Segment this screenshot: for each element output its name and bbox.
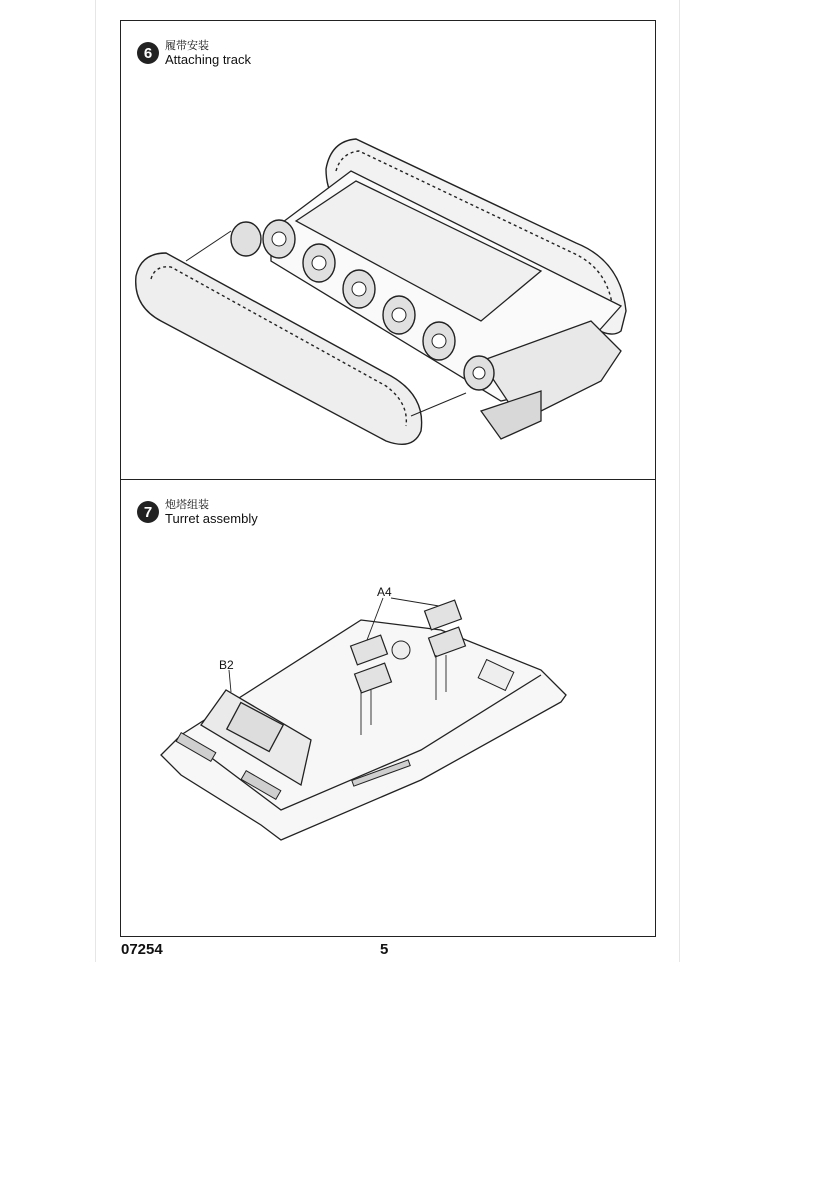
step-6-panel [120, 20, 656, 480]
tank-hull-track-illustration [121, 21, 657, 481]
step-6-title-cn: 履带安装 [165, 39, 209, 52]
step-6-number-badge: 6 [137, 42, 159, 64]
step-7-panel [120, 479, 656, 937]
callout-b2: B2 [219, 658, 234, 672]
step-7-title-cn: 炮塔组装 [165, 498, 209, 511]
step-7-number-badge: 7 [137, 501, 159, 523]
turret-assembly-illustration [121, 480, 657, 938]
step-6-title-en: Attaching track [165, 52, 251, 67]
step-7-title-en: Turret assembly [165, 511, 258, 526]
callout-a4: A4 [377, 585, 392, 599]
page-number: 5 [380, 941, 389, 958]
product-code: 07254 [121, 941, 163, 958]
